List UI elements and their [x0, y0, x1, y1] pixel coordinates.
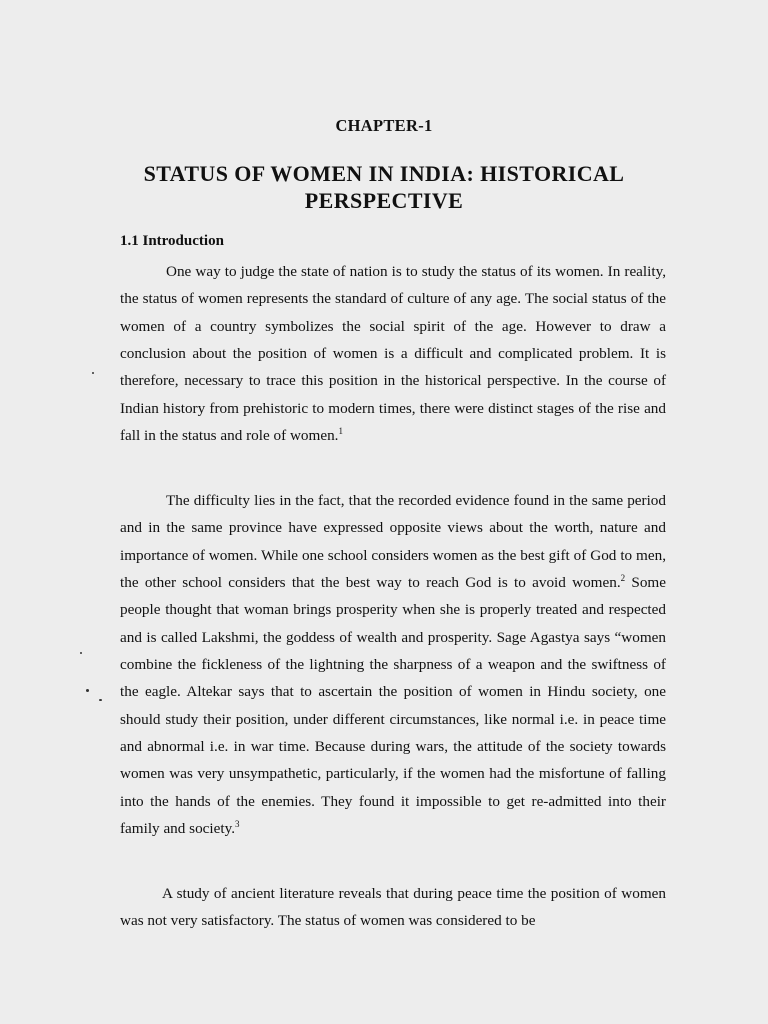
chapter-label: CHAPTER-1: [335, 116, 433, 135]
scan-speck: [92, 372, 94, 374]
footnote-ref-1: 1: [338, 426, 343, 437]
paragraph-2: [120, 487, 666, 842]
scan-speck: [99, 699, 102, 701]
chapter-title: STATUS OF WOMEN IN INDIA: HISTORICAL PERSPECTIVE: [143, 161, 625, 213]
paragraph-1-text: One way to judge the state of nation is to study the status of its women. In reality, the status of women represents the standard of culture of any age. The social status of the women of a country symbolizes the social spirit of the age. However to draw a conclusion about the position of women is a difficult and complicated problem. It is therefore, necessary to trace this position in the historical perspective. In the course of Indian history from prehistoric to modern times, there were distinct stages of the rise and fall in the status and role of women.: [120, 263, 666, 445]
paragraph-2-text-a: The difficulty lies in the fact, that the recorded evidence found in the same period and in the same province have expressed opposite views about the worth, nature and importance of women. While one school considers women as the best gift of God to men, the other school considers that the best way to reach God is to avoid women.: [120, 492, 666, 592]
scan-speck: [86, 689, 89, 692]
paragraph-1: [120, 258, 666, 449]
paragraph-3: [120, 880, 666, 935]
footnote-ref-2: 2: [620, 573, 626, 584]
section-heading: 1.1 Introduction: [120, 233, 224, 249]
scan-speck: [80, 652, 82, 654]
footnote-ref-3: 3: [235, 819, 240, 830]
paragraph-2-text-b: Some people thought that woman brings prosperity when she is properly treated and respected and is called Lakshmi, the goddess of wealth and prosperity. Sage Agastya says “women combine the fickleness of the lightning the sharpness of a weapon and the swiftness of the eagle. Altekar says that to ascertain the position of women in Hindu society, one should study their position, under different circumstances, like normal i.e. in peace time and abnormal i.e. in war time. Because during wars, the attitude of the society towards women was very unsympathetic, particularly, if the women had the misfortune of falling into the hands of the enemies. They found it impossible to get re-admitted into their family and society.: [120, 574, 666, 838]
paragraph-3-text: A study of ancient literature reveals that during peace time the position of women was not very satisfactory. The status of women was considered to be: [120, 885, 666, 930]
